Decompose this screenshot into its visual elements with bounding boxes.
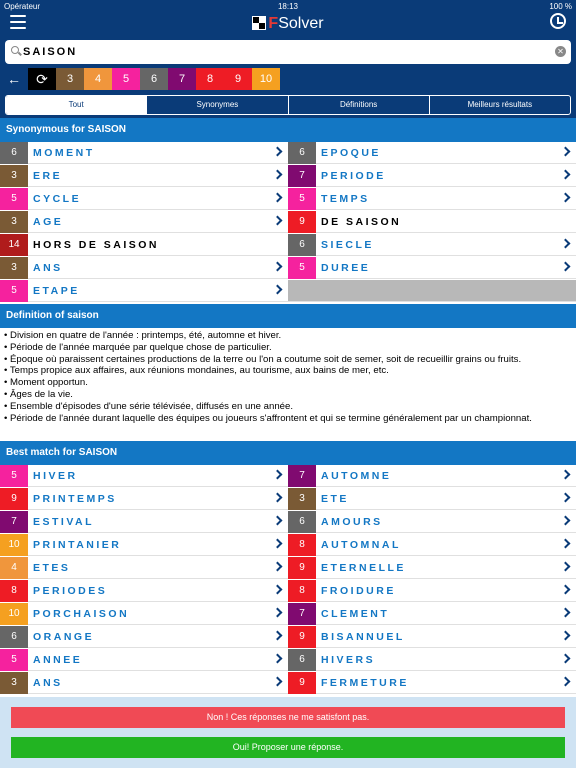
letter-count-badge: 6: [288, 511, 316, 533]
word-row[interactable]: [0, 488, 288, 510]
word-label: ANS: [33, 262, 63, 274]
word-row[interactable]: [288, 465, 576, 487]
letter-count-badge: 5: [288, 188, 316, 210]
letter-count-badge: 6: [288, 234, 316, 256]
letter-count-badge: 5: [0, 188, 28, 210]
clear-icon[interactable]: ✕: [555, 46, 566, 57]
tab-3[interactable]: Meilleurs résultats: [467, 100, 533, 109]
chevron-right-icon: [273, 585, 283, 595]
word-label: MOMENT: [33, 147, 95, 159]
word-label: PERIODES: [33, 585, 108, 597]
word-row[interactable]: [288, 603, 576, 625]
word-label: ERE: [33, 170, 63, 182]
word-label: SIECLE: [321, 239, 374, 251]
word-label: HIVER: [33, 470, 78, 482]
word-label: ETES: [33, 562, 71, 574]
battery-label: 100 %: [549, 2, 572, 11]
segmented-tabs: [5, 95, 571, 115]
letter-count-badge: 3: [0, 257, 28, 279]
word-row[interactable]: [288, 626, 576, 648]
word-label: ORANGE: [33, 631, 95, 643]
word-row[interactable]: [0, 280, 288, 302]
letter-count-badge: 6: [0, 142, 28, 164]
chevron-right-icon: [273, 562, 283, 572]
definition-item: • Moment opportun.: [4, 377, 572, 389]
chevron-right-icon: [273, 470, 283, 480]
length-chip[interactable]: 4: [84, 68, 112, 90]
chevron-right-icon: [561, 539, 571, 549]
chevron-right-icon: [273, 493, 283, 503]
definition-item: • Période de l'année durant laquelle des équipes ou joueurs s'affrontent et qui se termine généralement par un championnat.: [4, 413, 572, 425]
chevron-right-icon: [561, 170, 571, 180]
reject-answers-button[interactable]: Non ! Ces réponses ne me satisfont pas.: [11, 707, 565, 728]
length-chip[interactable]: 10: [252, 68, 280, 90]
word-label: FERMETURE: [321, 677, 409, 689]
word-label: AMOURS: [321, 516, 383, 528]
length-chip[interactable]: 9: [224, 68, 252, 90]
word-label: HIVERS: [321, 654, 376, 666]
letter-count-badge: 14: [0, 234, 28, 256]
logo-text: Solver: [278, 15, 324, 32]
chevron-right-icon: [273, 216, 283, 226]
tab-0[interactable]: Tout: [6, 96, 147, 114]
propose-answer-button[interactable]: Oui! Proposer une réponse.: [11, 737, 565, 758]
word-row[interactable]: [0, 188, 288, 210]
letter-count-badge: 4: [0, 557, 28, 579]
word-label: PRINTANIER: [33, 539, 122, 551]
word-row[interactable]: [0, 672, 288, 694]
letter-count-badge: 3: [0, 165, 28, 187]
chessboard-logo-icon: [252, 16, 266, 30]
word-row[interactable]: [288, 534, 576, 556]
search-icon: [11, 46, 19, 54]
word-row[interactable]: [0, 603, 288, 625]
definition-item: • Période de l'année marquée par quelque chose de particulier.: [4, 342, 572, 354]
chevron-right-icon: [273, 608, 283, 618]
chevron-right-icon: [561, 147, 571, 157]
word-row[interactable]: [288, 211, 576, 233]
letter-count-badge: 3: [288, 488, 316, 510]
app-logo: [0, 15, 576, 33]
chevron-right-icon: [273, 677, 283, 687]
letter-count-badge: 10: [0, 603, 28, 625]
chevron-right-icon: [273, 654, 283, 664]
length-chip[interactable]: 7: [168, 68, 196, 90]
logo-f: F: [268, 15, 279, 32]
word-label: DE SAISON: [321, 216, 402, 228]
word-label: CYCLE: [33, 193, 82, 205]
chevron-right-icon: [273, 193, 283, 203]
letter-count-badge: 9: [288, 672, 316, 694]
letter-count-badge: 3: [0, 672, 28, 694]
chevron-right-icon: [561, 470, 571, 480]
definition-item: • Temps propice aux affaires, aux réunions mondaines, au tourisme, aux bains de mer, etc.: [4, 365, 572, 377]
length-chip[interactable]: 5: [112, 68, 140, 90]
chevron-right-icon: [273, 539, 283, 549]
history-icon[interactable]: [550, 13, 566, 29]
chevron-right-icon: [561, 608, 571, 618]
word-row[interactable]: [288, 165, 576, 187]
word-row[interactable]: [288, 672, 576, 694]
letter-count-badge: 8: [288, 580, 316, 602]
letter-count-badge: 7: [288, 165, 316, 187]
word-row[interactable]: [288, 188, 576, 210]
letter-count-badge: 6: [0, 626, 28, 648]
letter-count-badge: 6: [288, 649, 316, 671]
search-input[interactable]: [23, 43, 543, 61]
tabs-bar: [0, 92, 576, 118]
word-row[interactable]: [288, 511, 576, 533]
tab-1[interactable]: Synonymes: [147, 96, 288, 114]
word-row[interactable]: [0, 534, 288, 556]
chevron-right-icon: [561, 562, 571, 572]
chevron-right-icon: [273, 262, 283, 272]
chevron-right-icon: [561, 585, 571, 595]
word-label: ETAPE: [33, 285, 80, 297]
definition-header: Definition of saison: [0, 304, 576, 328]
carrier-label: Opérateur: [4, 2, 41, 11]
definition-item: • Ensemble d'épisodes d'une série télévisée, diffusés en une année.: [4, 401, 572, 413]
status-time: 18:13: [277, 2, 299, 11]
word-label: PRINTEMPS: [33, 493, 117, 505]
search-bar: [0, 38, 576, 66]
word-label: ANS: [33, 677, 63, 689]
length-chip[interactable]: 8: [196, 68, 224, 90]
empty-cell: [288, 280, 576, 302]
word-label: ANNEE: [33, 654, 83, 666]
word-row[interactable]: [288, 257, 576, 279]
length-chip[interactable]: 3: [56, 68, 84, 90]
letter-count-badge: 5: [0, 649, 28, 671]
word-row[interactable]: [288, 580, 576, 602]
app-header: [0, 0, 576, 38]
tab-2[interactable]: Définitions: [289, 96, 430, 114]
word-row[interactable]: [0, 465, 288, 487]
letter-count-badge: 9: [0, 488, 28, 510]
definition-item: • Division en quatre de l'année : printemps, été, automne et hiver.: [4, 330, 572, 342]
word-label: FROIDURE: [321, 585, 396, 597]
back-arrow-icon[interactable]: ←: [7, 71, 21, 87]
chevron-right-icon: [561, 193, 571, 203]
word-row[interactable]: [0, 257, 288, 279]
chevron-right-icon: [561, 631, 571, 641]
definition-item: • Époque où paraissent certaines productions de la terre ou l'on a coutume soit de semer, soit de recueillir grains ou fruits.: [4, 354, 572, 366]
word-row[interactable]: [0, 211, 288, 233]
chevron-right-icon: [273, 285, 283, 295]
word-label: BISANNUEL: [321, 631, 405, 643]
word-label: TEMPS: [321, 193, 370, 205]
letter-count-badge: 9: [288, 626, 316, 648]
chevron-right-icon: [561, 262, 571, 272]
word-label: AUTOMNE: [321, 470, 392, 482]
word-row[interactable]: [0, 557, 288, 579]
letter-count-badge: 5: [0, 280, 28, 302]
length-chip[interactable]: 6: [140, 68, 168, 90]
best-match-header: Best match for SAISON: [0, 441, 576, 465]
letter-count-badge: 9: [288, 557, 316, 579]
word-row[interactable]: [0, 511, 288, 533]
word-label: HORS DE SAISON: [33, 239, 160, 251]
letter-count-badge: 3: [0, 211, 28, 233]
word-label: AUTOMNAL: [321, 539, 401, 551]
definition-item: • Âges de la vie.: [4, 389, 572, 401]
letter-count-badge: 7: [0, 511, 28, 533]
word-row[interactable]: [288, 234, 576, 256]
chevron-right-icon: [273, 147, 283, 157]
word-label: DUREE: [321, 262, 371, 274]
word-row[interactable]: [0, 165, 288, 187]
word-row[interactable]: [0, 234, 288, 256]
word-row[interactable]: [288, 142, 576, 164]
letter-count-badge: 8: [288, 534, 316, 556]
word-label: CLEMENT: [321, 608, 390, 620]
word-label: ETE: [321, 493, 349, 505]
feedback-bar: [0, 697, 576, 768]
letter-count-badge: 8: [0, 580, 28, 602]
letter-count-badge: 7: [288, 603, 316, 625]
definition-list: [4, 330, 572, 424]
synonyms-header: Synonymous for SAISON: [0, 118, 576, 142]
word-row[interactable]: [0, 626, 288, 648]
word-row[interactable]: [0, 580, 288, 602]
word-label: AGE: [33, 216, 64, 228]
letter-count-badge: 9: [288, 211, 316, 233]
chevron-right-icon: [273, 516, 283, 526]
word-label: ETERNELLE: [321, 562, 406, 574]
letter-count-badge: 6: [288, 142, 316, 164]
word-label: PORCHAISON: [33, 608, 130, 620]
status-bar: [0, 2, 576, 12]
letter-count-badge: 5: [0, 465, 28, 487]
word-row[interactable]: [288, 557, 576, 579]
chevron-right-icon: [561, 516, 571, 526]
search-box: [5, 40, 571, 64]
length-filter-bar: [0, 66, 576, 92]
letter-count-badge: 10: [0, 534, 28, 556]
letter-count-badge: 5: [288, 257, 316, 279]
word-label: EPOQUE: [321, 147, 381, 159]
word-row[interactable]: [288, 488, 576, 510]
word-label: ESTIVAL: [33, 516, 95, 528]
word-row[interactable]: [288, 649, 576, 671]
chevron-right-icon: [561, 493, 571, 503]
refresh-icon[interactable]: ⟳: [28, 68, 56, 90]
word-label: PERIODE: [321, 170, 386, 182]
word-row[interactable]: [0, 142, 288, 164]
chevron-right-icon: [273, 631, 283, 641]
chevron-right-icon: [561, 239, 571, 249]
word-row[interactable]: [0, 649, 288, 671]
letter-count-badge: 7: [288, 465, 316, 487]
chevron-right-icon: [561, 654, 571, 664]
chevron-right-icon: [273, 170, 283, 180]
chevron-right-icon: [561, 677, 571, 687]
